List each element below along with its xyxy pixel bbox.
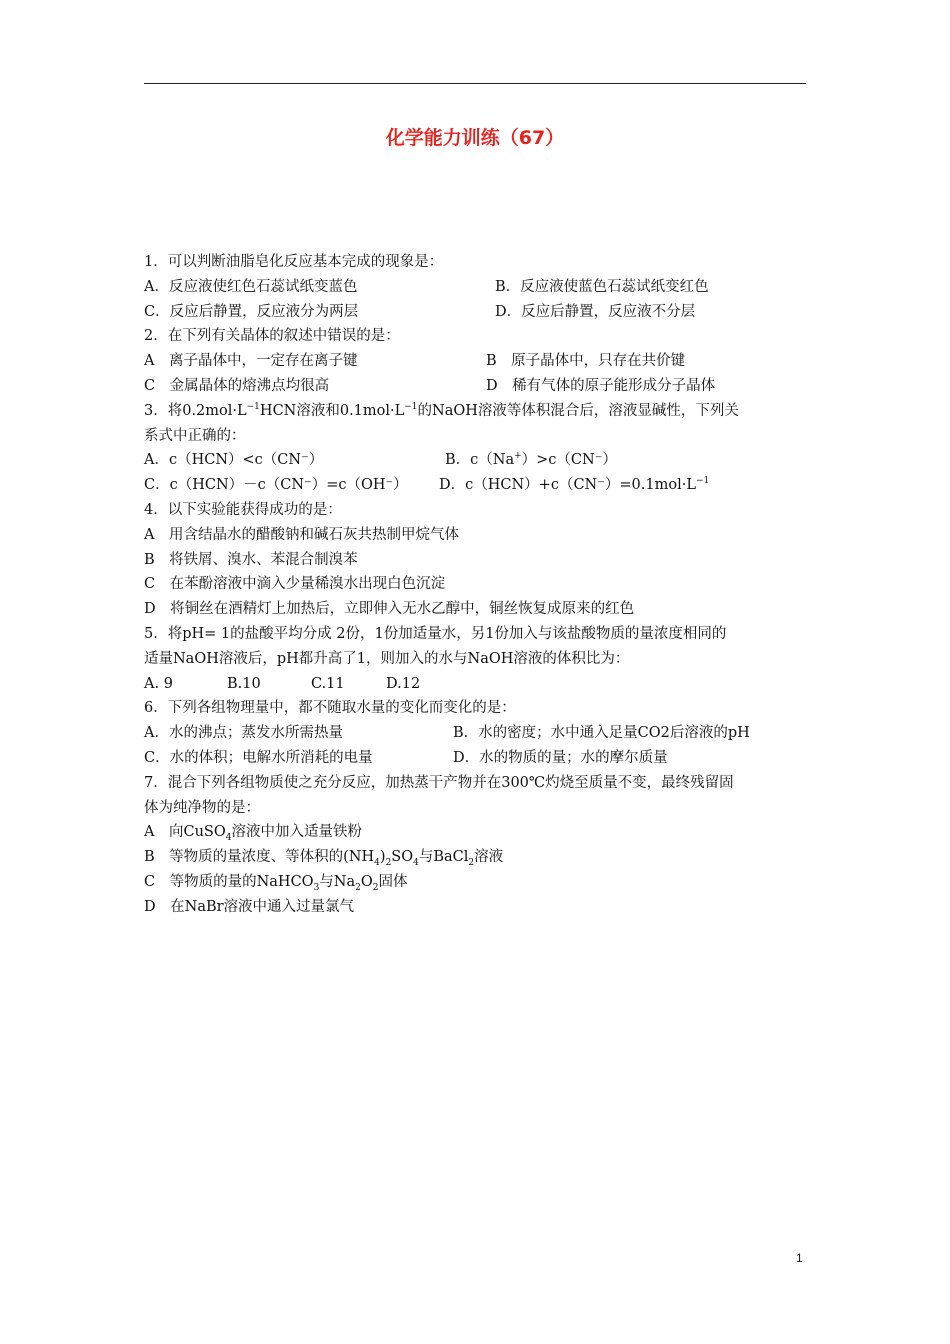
q6-options-cd — [144, 746, 808, 771]
q3-option-a: A．c（HCN）<c（CN⁻） — [144, 452, 324, 469]
q4-option-c: C 在苯酚溶液中滴入少量稀溴水出现白色沉淀 — [144, 576, 446, 593]
q6-options-ab — [144, 721, 808, 746]
q6-stem: 6．下列各组物理量中，都不随取水量的变化而变化的是： — [144, 700, 516, 717]
q3-stem-line2: 系式中正确的： — [144, 427, 246, 444]
q3-stem-part: 3．将0.2mol·L — [144, 402, 247, 419]
q5-option-a: A. 9 — [144, 675, 173, 692]
q2-options-ab — [144, 349, 808, 374]
q3-option-c: C．c（HCN）－c（CN⁻）=c（OH⁻） — [144, 477, 408, 494]
exercise-body — [144, 250, 808, 920]
q1-option-c: C．反应后静置，反应液分为两层 — [144, 303, 359, 320]
q3-superscript: −1 — [246, 401, 260, 412]
q7-option-b-part: SO — [391, 849, 414, 866]
q7-option-c — [144, 870, 808, 895]
q3-option-d — [439, 473, 709, 498]
q2-option-d: D 稀有气体的原子能形成分子晶体 — [486, 377, 716, 394]
q7-option-a-part: A 向CuSO — [144, 824, 226, 841]
q3-superscript: −1 — [695, 476, 710, 487]
q7-option-b-part: ) — [379, 849, 386, 866]
q3-options-ab — [144, 448, 808, 473]
q6-option-b: B．水的密度；水中通入足量CO2后溶液的pH — [453, 725, 750, 742]
q6-option-a: A．水的沸点；蒸发水所需热量 — [144, 725, 343, 742]
q7-subscript: 2 — [385, 858, 392, 869]
q7-option-c-part: O — [360, 873, 373, 890]
q7-stem: 7．混合下列各组物质使之充分反应，加热蒸干产物并在300℃灼烧至质量不变，最终残留固 — [144, 774, 734, 791]
q5-stem: 5．将pH= 1的盐酸平均分成 2份，1份加适量水，另1份加入与该盐酸物质的量浓度相同的 — [144, 625, 727, 642]
q7-option-a — [144, 820, 808, 845]
q3-option-d-part: D．c（HCN）+c（CN⁻）=0.1mol·L — [439, 477, 696, 494]
q4-option-b: B 将铁屑、溴水、苯混合制溴苯 — [144, 551, 358, 568]
q5-option-b: B.10 — [227, 675, 261, 692]
q1-options-ab — [144, 275, 808, 300]
q6-option-c: C．水的体积；电解水所消耗的电量 — [144, 749, 373, 766]
q3-stem-part: HCN溶液和0.1mol·L — [259, 402, 405, 419]
q3-option-b-part: B．c（Na — [445, 452, 515, 469]
q7-option-b — [144, 845, 808, 870]
q4-stem: 4．以下实验能获得成功的是： — [144, 501, 342, 518]
page-number: 1 — [796, 1251, 803, 1265]
q1-option-b: B．反应液使蓝色石蕊试纸变红色 — [495, 278, 709, 295]
q4-option-a: A 用含结晶水的醋酸钠和碱石灰共热制甲烷气体 — [144, 526, 459, 543]
q7-subscript: 2 — [372, 882, 379, 893]
q2-option-a: A 离子晶体中，一定存在离子键 — [144, 353, 358, 370]
q5-option-c: C.11 — [311, 675, 345, 692]
q3-options-cd — [144, 473, 808, 498]
q3-superscript: −1 — [404, 401, 418, 412]
q7-subscript: 4 — [374, 858, 380, 869]
header-rule — [144, 83, 806, 84]
q5-option-d: D.12 — [386, 675, 421, 692]
q1-option-d: D．反应后静置，反应液不分层 — [495, 303, 696, 320]
q7-option-a-part: 溶液中加入适量铁粉 — [231, 824, 362, 841]
q7-option-b-part: 与BaCl — [418, 849, 469, 866]
q5-options — [144, 672, 808, 697]
q1-option-a: A．反应液使红色石蕊试纸变蓝色 — [144, 278, 358, 295]
q3-option-b-part: ）>c（CN⁻） — [521, 452, 617, 469]
q7-option-c-part: 与Na — [319, 873, 356, 890]
q2-option-b: B 原子晶体中，只存在共价键 — [486, 353, 686, 370]
q7-option-d: D 在NaBr溶液中通入过量氯气 — [144, 898, 355, 915]
q7-option-c-part: C 等物质的量的NaHCO — [144, 873, 314, 890]
q7-option-c-part: 固体 — [378, 873, 408, 890]
q3-superscript: + — [514, 451, 522, 462]
q1-stem: 1．可以判断油脂皂化反应基本完成的现象是： — [144, 254, 444, 270]
q7-subscript: 3 — [313, 882, 320, 893]
q7-stem-line2: 体为纯净物的是： — [144, 799, 260, 816]
q3-option-b — [445, 448, 617, 473]
q7-subscript: 4 — [413, 858, 419, 869]
q7-subscript: 2 — [468, 858, 475, 869]
page-title: 化学能力训练（67） — [385, 127, 565, 149]
q2-option-c: C 金属晶体的熔沸点均很高 — [144, 377, 330, 394]
q7-subscript: 2 — [355, 882, 361, 893]
q7-option-b-part: 溶液 — [474, 849, 504, 866]
q5-stem-line2: 适量NaOH溶液后，pH都升高了1，则加入的水与NaOH溶液的体积比为： — [144, 650, 630, 667]
q7-option-b-part: B 等物质的量浓度、等体积的(NH — [144, 849, 375, 866]
q2-stem: 2．在下列有关晶体的叙述中错误的是： — [144, 328, 400, 345]
q6-option-d: D．水的物质的量；水的摩尔质量 — [453, 749, 668, 766]
q3-stem-part: 的NaOH溶液等体积混合后，溶液显碱性，下列关 — [417, 402, 739, 419]
q7-subscript: 4 — [225, 833, 232, 844]
q1-options-cd — [144, 300, 808, 325]
q2-options-cd — [144, 374, 808, 399]
q3-stem — [144, 399, 808, 424]
q4-option-d: D 将铜丝在酒精灯上加热后，立即伸入无水乙醇中，铜丝恢复成原来的红色 — [144, 601, 635, 618]
